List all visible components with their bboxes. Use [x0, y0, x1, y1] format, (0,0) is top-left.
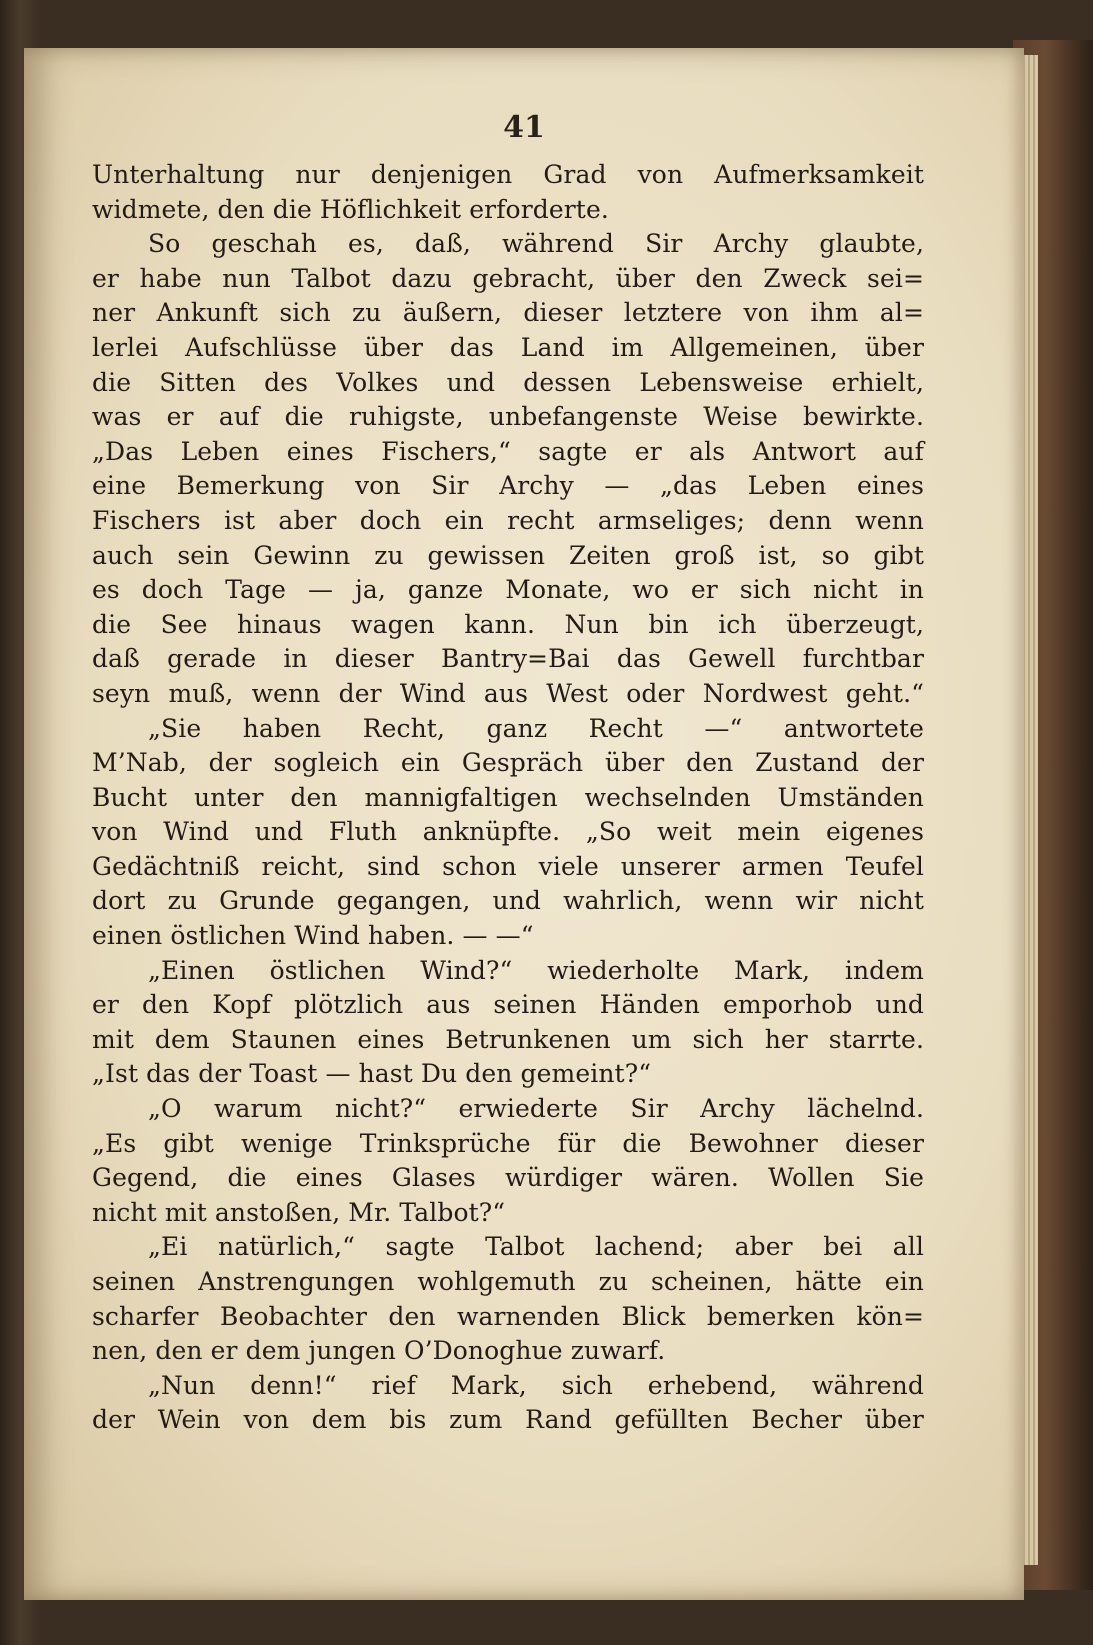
text-line: dort zu Grunde gegangen, und wahrlich, wenn wir nicht	[92, 886, 924, 916]
text-line: M’Nab, der sogleich ein Gespräch über den Zustand der	[92, 748, 924, 778]
text-line: was er auf die ruhigste, unbefangenste Weise bewirkte.	[92, 402, 924, 432]
text-line: er den Kopf plötzlich aus seinen Händen emporhob und	[92, 990, 924, 1020]
text-line: die See hinaus wagen kann. Nun bin ich überzeugt,	[92, 609, 924, 639]
text-line: Unterhaltung nur denjenigen Grad von Aufmerksamkeit	[92, 160, 924, 189]
page-number: 41	[503, 110, 545, 145]
text-line: Gedächtniß reicht, sind schon viele unserer armen Teufel	[92, 851, 924, 881]
text-line: seyn muß, wenn der Wind aus West oder Nordwest geht.“	[92, 678, 924, 708]
text-line: „Ist das der Toast — hast Du den gemeint?“	[92, 1059, 652, 1089]
text-line: er habe nun Talbot dazu gebracht, über den Zweck sei=	[92, 263, 924, 293]
text-line: ner Ankunft sich zu äußern, dieser letztere von ihm al=	[92, 298, 924, 328]
book-page	[24, 48, 1024, 1600]
text-line: die Sitten des Volkes und dessen Lebensweise erhielt,	[92, 367, 924, 397]
text-line: seinen Anstrengungen wohlgemuth zu scheinen, hätte ein	[92, 1267, 924, 1296]
text-line: eine Bemerkung von Sir Archy — „das Leben eines	[92, 471, 924, 501]
text-line: „Das Leben eines Fischers,“ sagte er als Antwort auf	[92, 436, 924, 466]
page-text	[92, 158, 924, 1438]
text-line: Bucht unter den mannigfaltigen wechselnden Umständen	[92, 782, 924, 812]
text-line: der Wein von dem bis zum Rand gefüllten Becher über	[92, 1405, 924, 1435]
text-line: nicht mit anstoßen, Mr. Talbot?“	[92, 1197, 506, 1227]
text-line: „Es gibt wenige Trinksprüche für die Bewohner dieser	[92, 1128, 924, 1158]
text-line: widmete, den die Höflichkeit erforderte.	[92, 194, 609, 224]
text-line: einen östlichen Wind haben. — —“	[92, 921, 534, 951]
text-line: So geschah es, daß, während Sir Archy glaubte,	[148, 229, 924, 259]
text-line: lerlei Aufschlüsse über das Land im Allgemeinen, über	[92, 332, 924, 362]
text-line: „Ei natürlich,“ sagte Talbot lachend; aber bei all	[148, 1232, 924, 1262]
text-line: es doch Tage — ja, ganze Monate, wo er sich nicht in	[92, 575, 924, 605]
text-line: „O warum nicht?“ erwiederte Sir Archy lächelnd.	[148, 1094, 924, 1124]
text-line: „Nun denn!“ rief Mark, sich erhebend, während	[148, 1370, 924, 1400]
text-line: nen, den er dem jungen O’Donoghue zuwarf.	[92, 1336, 666, 1366]
text-line: „Sie haben Recht, ganz Recht —“ antwortete	[148, 713, 924, 743]
text-line: Gegend, die eines Glases würdiger wären. Wollen Sie	[92, 1163, 924, 1193]
text-line: daß gerade in dieser Bantry=Bai das Gewell furchtbar	[92, 644, 924, 674]
text-line: Fischers ist aber doch ein recht armseliges; denn wenn	[92, 505, 924, 535]
text-line: von Wind und Fluth anknüpfte. „So weit mein eigenes	[92, 817, 924, 847]
text-line: „Einen östlichen Wind?“ wiederholte Mark, indem	[148, 955, 924, 985]
text-line: auch sein Gewinn zu gewissen Zeiten groß ist, so gibt	[92, 540, 924, 570]
text-line: scharfer Beobachter den warnenden Blick bemerken kön=	[92, 1301, 924, 1331]
text-line: mit dem Staunen eines Betrunkenen um sich her starrte.	[92, 1024, 924, 1054]
